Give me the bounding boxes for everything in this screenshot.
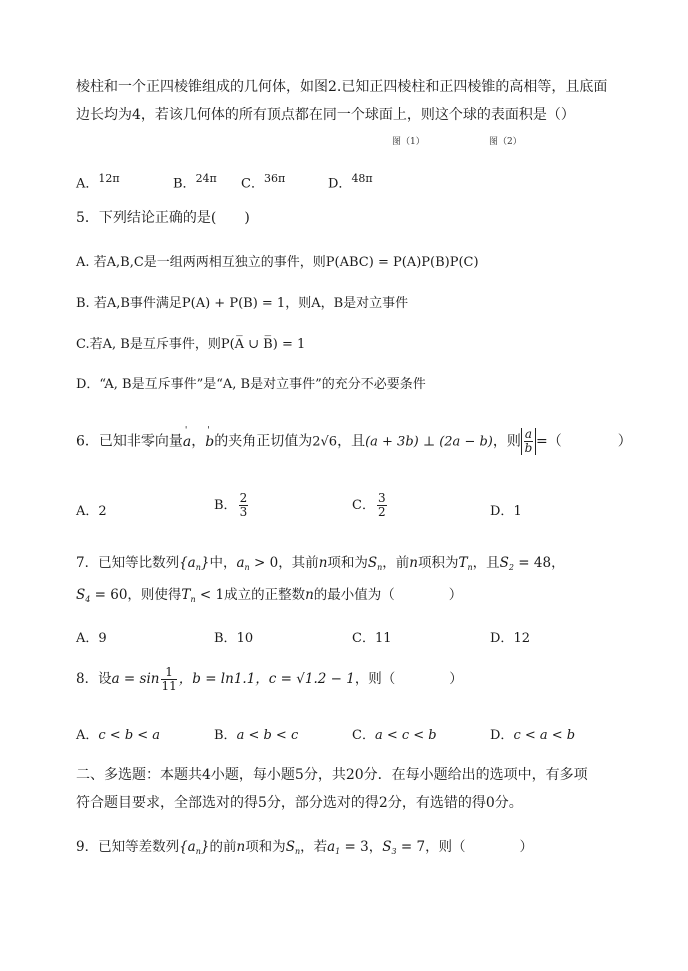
q4-option-a[interactable] xyxy=(76,172,120,191)
option-letter: D． xyxy=(490,631,514,646)
q7-text: 成立的正整数 xyxy=(224,587,306,603)
option-value: 48π xyxy=(351,172,373,185)
option-value: 2 xyxy=(98,504,107,519)
tn-sub: n xyxy=(190,595,196,604)
a1-sub: 1 xyxy=(335,847,341,856)
option-letter: A． xyxy=(76,631,99,646)
option-value: 10 xyxy=(236,631,254,646)
a1-symbol: a xyxy=(327,839,336,855)
option-value: 36π xyxy=(263,172,286,185)
q7-option-a[interactable] xyxy=(76,627,107,646)
fraction-den: 11 xyxy=(161,679,177,693)
option-value: a < b < c xyxy=(236,728,299,743)
option-letter: C． xyxy=(352,728,375,743)
fraction-den: 3 xyxy=(239,505,248,519)
an-sub: n xyxy=(244,563,250,572)
sn-sub: n xyxy=(377,563,383,572)
q7-text: ，前 xyxy=(382,555,410,571)
q9-text: 的前 xyxy=(209,839,237,855)
seq-symbol: {a xyxy=(179,555,196,571)
option-letter: B． xyxy=(214,498,237,513)
tn-condition: < 1 xyxy=(195,587,225,603)
q7-stem-line2 xyxy=(76,583,462,604)
q6-text: ，则 xyxy=(492,433,521,450)
q7-text: 项和为 xyxy=(327,555,368,571)
option-value: 9 xyxy=(98,631,107,646)
q7-option-c[interactable] xyxy=(352,627,392,646)
figure-1-caption: 图（1） xyxy=(392,137,425,147)
section-2-heading-line1: 二、多选题：本题共4小题，每小题5分，共20分．在每小题给出的选项中，有多项 xyxy=(76,767,588,783)
option-letter: C． xyxy=(352,498,375,513)
s2-value: = 48 xyxy=(514,555,552,571)
option-letter: B． xyxy=(214,728,237,743)
tan-value: 2√6 xyxy=(312,434,338,450)
q7-text: 的最小值为（ ） xyxy=(313,587,463,603)
q7-text: ，其前 xyxy=(278,555,319,571)
q6-text: 6．已知非零向量 xyxy=(76,433,183,450)
vector-a: ' a xyxy=(183,434,191,450)
an-condition: > 0 xyxy=(249,555,279,571)
s3-symbol: S xyxy=(382,839,392,855)
ratio-magnitude xyxy=(521,428,536,455)
option-letter: D． xyxy=(490,728,514,743)
perpendicular-condition: (a + 3b) ⊥ (2a − b) xyxy=(365,434,493,450)
q6-option-b[interactable] xyxy=(214,492,250,519)
option-letter: C． xyxy=(352,631,375,646)
q7-text: ， xyxy=(551,555,565,571)
option-value: c < a < b xyxy=(513,728,576,743)
option-letter: D． xyxy=(490,504,514,519)
s3-value: = 7 xyxy=(396,839,426,855)
option-letter: B． xyxy=(173,176,196,192)
q7-option-b[interactable] xyxy=(214,627,253,646)
q7-text: ，则使得 xyxy=(127,587,182,603)
q7-text: 7．已知等比数列 xyxy=(76,555,180,571)
option-value: c < b < a xyxy=(98,728,161,743)
an-symbol: a xyxy=(236,555,245,571)
s4-value: = 60 xyxy=(90,587,128,603)
option-letter: B． xyxy=(214,631,237,646)
ratio-den: b xyxy=(524,441,533,455)
fraction-num: 3 xyxy=(377,491,386,505)
q6-option-a[interactable] xyxy=(76,500,107,519)
q7-text: 项积为 xyxy=(418,555,459,571)
q6-text: ，且 xyxy=(337,433,366,450)
fraction-num: 1 xyxy=(161,666,176,680)
ratio-num: a xyxy=(524,427,533,441)
tn-symbol: T xyxy=(181,587,191,603)
q4-option-c[interactable] xyxy=(241,172,285,191)
q6-text: =（ ） xyxy=(536,433,632,450)
q4-line1: 棱柱和一个正四棱锥组成的几何体，如图2.已知正四棱柱和正四棱锥的高相等，且底面 xyxy=(76,79,608,95)
n-symbol: n xyxy=(318,555,328,571)
option-value: 12π xyxy=(98,172,120,185)
q5-option-b[interactable]: B. 若A,B事件满足P(A) + P(B) = 1，则A，B是对立事件 xyxy=(76,296,409,311)
n-symbol: n xyxy=(409,555,418,571)
q6-option-c[interactable] xyxy=(352,492,389,519)
s2-symbol: S xyxy=(499,555,509,571)
q7-text: ，且 xyxy=(472,555,500,571)
q8-text: ，则（ ） xyxy=(354,671,463,687)
tn-symbol: T xyxy=(458,555,468,571)
q4-option-b[interactable] xyxy=(173,172,217,191)
s3-sub: 3 xyxy=(391,847,397,856)
b-definition: ，b = ln1.1， xyxy=(178,671,269,687)
q7-text: 中， xyxy=(209,555,237,571)
q4-line2: 边长均为4，若该几何体的所有顶点都在同一个球面上，则这个球的表面积是（） xyxy=(76,107,575,123)
q9-text: 项和为 xyxy=(245,839,286,855)
seq-end: } xyxy=(200,555,210,571)
q8-option-a[interactable] xyxy=(76,724,160,743)
q6-sep: ， xyxy=(191,433,206,450)
option-value: 12 xyxy=(513,631,530,646)
q8-option-c[interactable] xyxy=(352,724,437,743)
option-letter: A． xyxy=(76,504,99,519)
option-value: 1 xyxy=(513,504,522,519)
seq-sub: n xyxy=(195,847,201,856)
q9-text: ，则（ ） xyxy=(425,839,534,855)
option-letter: C． xyxy=(241,176,264,192)
option-letter: D． xyxy=(328,176,352,192)
sn-sub: n xyxy=(294,847,301,856)
sn-symbol: S xyxy=(285,839,295,855)
tn-sub: n xyxy=(467,563,473,572)
sn-symbol: S xyxy=(367,555,378,571)
q9-text: 9．已知等差数列 xyxy=(76,839,180,855)
q8-option-d[interactable] xyxy=(490,724,575,743)
n-symbol: n xyxy=(236,839,246,855)
s2-sub: 2 xyxy=(508,563,515,572)
q7-option-d[interactable] xyxy=(490,627,530,646)
q8-text: 8．设 xyxy=(76,671,112,687)
q4-option-d[interactable] xyxy=(328,172,373,191)
section-2-heading-line2: 符合题目要求，全部选对的得5分，部分选对的得2分，有选错的得0分。 xyxy=(76,795,523,811)
q5-option-c[interactable]: C.若A, B是互斥事件，则P(A̅ ∪ B̅) = 1 xyxy=(76,337,306,352)
fraction-den: 2 xyxy=(377,505,386,519)
q9-stem xyxy=(76,835,533,856)
c-definition: c = √1.2 − 1 xyxy=(268,671,355,687)
q6-option-d[interactable] xyxy=(490,500,522,519)
option-value: 24π xyxy=(195,172,217,185)
fraction-num: 2 xyxy=(239,491,248,505)
option-letter: A． xyxy=(76,176,99,192)
n-symbol: n xyxy=(305,587,314,603)
q5-option-d[interactable]: D．“A, B是互斥事件”是“A, B是对立事件”的充分不必要条件 xyxy=(76,377,426,392)
q9-text: ，若 xyxy=(300,839,328,855)
seq-end: } xyxy=(200,839,210,855)
option-value: 11 xyxy=(374,631,392,646)
a1-value: = 3， xyxy=(340,839,383,855)
q8-stem xyxy=(76,666,463,693)
q7-stem-line1 xyxy=(76,551,565,572)
s4-sub: 4 xyxy=(85,595,91,604)
q6-stem xyxy=(76,428,632,455)
a-definition: a = sin xyxy=(111,671,160,687)
q6-text: 的夹角正切值为 xyxy=(214,433,313,450)
seq-sub: n xyxy=(195,563,201,572)
q5-option-a[interactable]: A. 若A,B,C是一组两两相互独立的事件，则P(ABC) = P(A)P(B)P(C) xyxy=(76,255,479,270)
q8-option-b[interactable] xyxy=(214,724,298,743)
option-value: a < c < b xyxy=(374,728,437,743)
s4-symbol: S xyxy=(76,587,86,603)
vector-b: ' b xyxy=(205,434,214,450)
option-letter: A． xyxy=(76,728,99,743)
seq-symbol: {a xyxy=(179,839,196,855)
q5-stem: 5．下列结论正确的是( ) xyxy=(76,210,250,226)
figure-2-caption: 图（2） xyxy=(489,137,522,147)
